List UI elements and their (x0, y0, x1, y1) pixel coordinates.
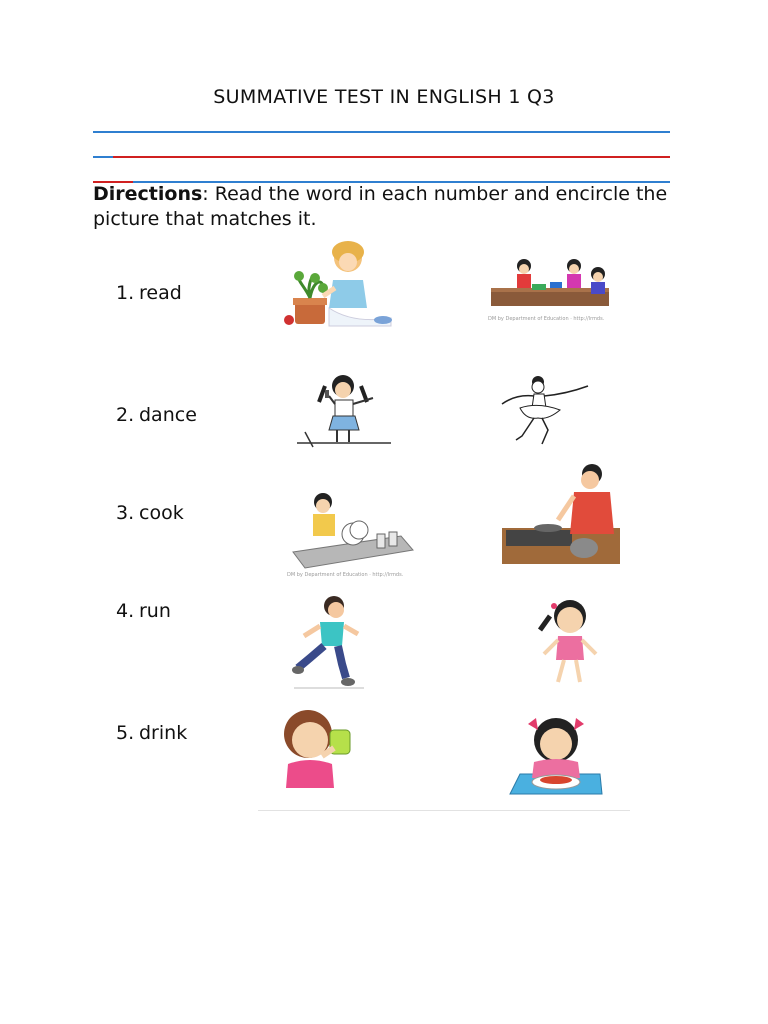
item-number: 1. (116, 282, 135, 304)
picture-children-reading[interactable] (488, 254, 616, 326)
picture-girl-singing[interactable] (295, 372, 393, 448)
divider (258, 810, 630, 811)
directions (93, 182, 673, 232)
watermark: DM by Department of Education · http://lrmds. (287, 572, 404, 578)
page-title: SUMMATIVE TEST IN ENGLISH 1 Q3 (213, 86, 555, 108)
picture-girl-eating[interactable] (508, 712, 604, 796)
item-word: drink (139, 722, 188, 744)
picture-girl-drinking[interactable] (278, 704, 358, 790)
directions-text: : Read the word in each number and encircle the picture that matches it. (93, 183, 668, 230)
item-number: 3. (116, 502, 135, 524)
picture-girl-planting[interactable] (283, 238, 398, 330)
item-1 (116, 282, 182, 304)
item-word: run (139, 600, 171, 622)
picture-girl-walking[interactable] (530, 596, 602, 688)
item-number: 4. (116, 600, 135, 622)
directions-label: Directions (93, 183, 203, 205)
item-2 (116, 404, 197, 426)
writing-line-left (93, 156, 113, 158)
item-number: 5. (116, 722, 135, 744)
item-word: dance (139, 404, 197, 426)
item-3 (116, 502, 184, 524)
picture-girl-washing-dishes[interactable] (283, 488, 417, 578)
picture-boy-running[interactable] (290, 594, 366, 690)
item-number: 2. (116, 404, 135, 426)
item-word: cook (139, 502, 184, 524)
name-line (93, 131, 670, 133)
item-5 (116, 722, 187, 744)
picture-woman-cooking[interactable] (500, 462, 626, 566)
watermark: DM by Department of Education · http://lrmds. (488, 316, 605, 322)
item-word: read (139, 282, 182, 304)
picture-ballerina-dancing[interactable] (498, 374, 592, 448)
item-4 (116, 600, 171, 622)
writing-line-red (113, 156, 670, 158)
